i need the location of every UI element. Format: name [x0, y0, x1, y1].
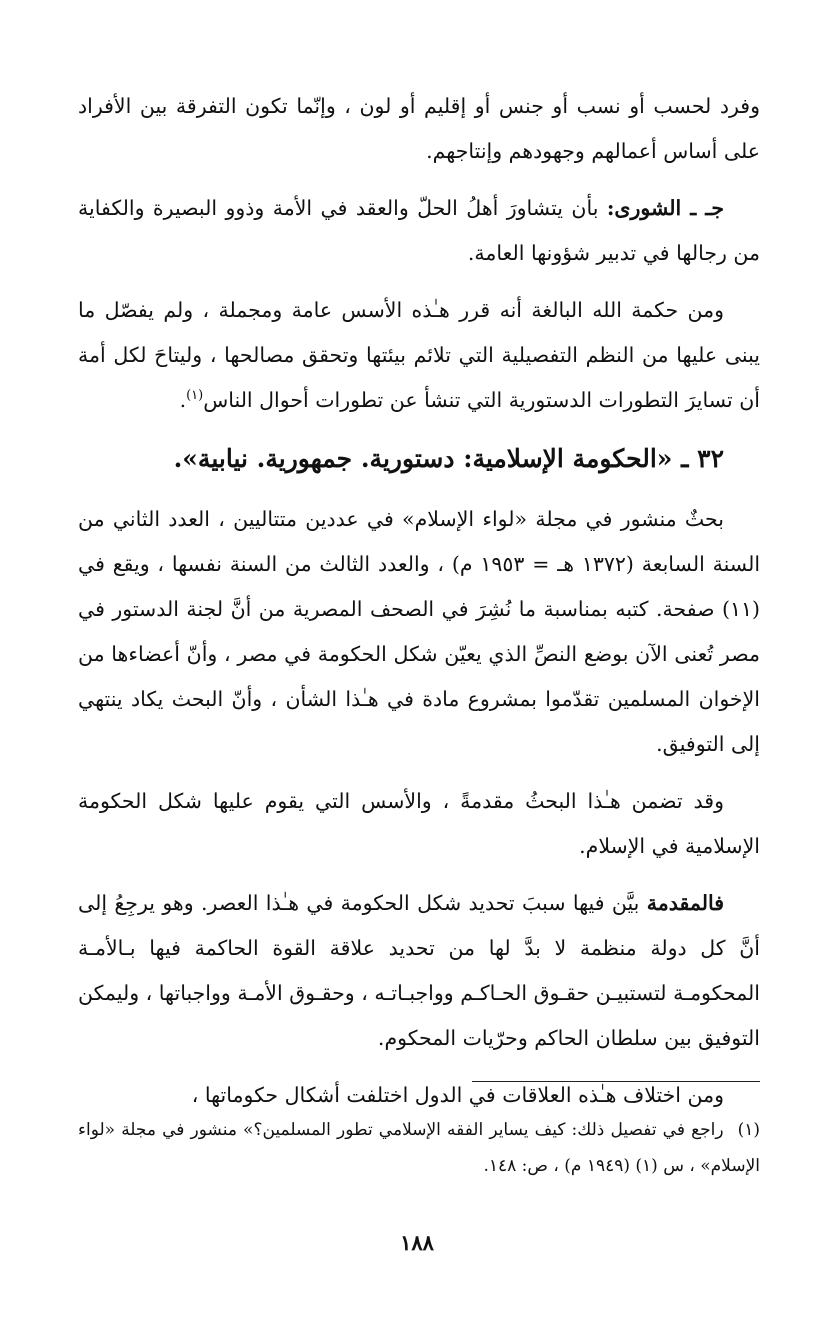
paragraph-contents-text: وقد تضمن هـٰذا البحثُ مقدمةً ، والأسس التي يقوم عليها شكل الحكومة الإسلامية في الإسلام.	[78, 789, 760, 858]
page-number: ١٨٨	[400, 1230, 434, 1255]
introduction-lead: فالمقدمة	[646, 891, 724, 915]
introduction-text: بيَّن فيها سببَ تحديد شكل الحكومة في هـٰذا العصر. وهو يرجِعُ إلى أنَّ كل دولة منظمة لا بدَّ لها من تحديد علاقة القوة الحاكمة فيها بـالأمـة المحكومـة لتستبيـن حقـوق الحـاكـم وواجبـاتـه ، وحقـوق الأمـة وواجباتها ، وليمكن التوفيق بين سلطان الحاكم وحرّيات المحكوم.	[78, 891, 760, 1050]
footnote-text: راجع في تفصيل ذلك: كيف يساير الفقه الإسلامي تطور المسلمين؟» منشور في مجلة «لواء الإسلام» ، س (١) (١٩٤٩ م) ، ص: ١٤٨.	[78, 1120, 760, 1176]
footnote-divider	[472, 1081, 760, 1082]
section-heading: ٣٢ ـ «الحكومة الإسلامية: دستورية. جمهورية. نيابية».	[173, 444, 724, 473]
shura-lead: جـ ـ الشورى:	[606, 196, 724, 220]
paragraph-wisdom	[78, 288, 760, 423]
paragraph-introduction	[78, 881, 760, 1061]
paragraph-relations-text: ومن اختلاف هـٰذه العلاقات في الدول اختلفت أشكال حكوماتها ،	[191, 1083, 724, 1107]
paragraph-article-text: بحثٌ منشور في مجلة «لواء الإسلام» في عددين متتاليين ، العدد الثاني من السنة السابعة (١٣٧٢ هـ = ١٩٥٣ م) ، والعدد الثالث من السنة نفسها ، ويقع في (١١) صفحة. كتبه بمناسبة ما نُشِرَ في الصحف المصرية من أنَّ لجنة الدستور في مصر تُعنى الآن بوضع النصِّ الذي يعيّن شكل الحكومة في مصر ، وأنّ أعضاءها من الإخوان المسلمين تقدّموا بمشروع مادة في هـٰذا الشأن ، وأنّ البحث يكاد ينتهي إلى التوفيق.	[78, 507, 761, 756]
paragraph-wisdom-end: .	[179, 388, 187, 412]
shura-text: بأن يتشاورَ أهلُ الحلّ والعقد في الأمة وذوو البصيرة والكفاية من رجالها في تدبير شؤونها العامة.	[78, 196, 760, 265]
paragraph-contents	[78, 779, 760, 869]
footnote	[78, 1112, 760, 1184]
paragraph-article	[78, 497, 760, 767]
footnote-reference[interactable]: (١)	[186, 388, 204, 404]
footnote-number: (١)	[737, 1120, 760, 1140]
paragraph-shura	[78, 186, 760, 276]
paragraph-equality-text: وفرد لحسب أو نسب أو جنس أو إقليم أو لون ، وإنّما تكون التفرقة بين الأفراد على أساس أعمالهم وجهودهم وإنتاجهم.	[78, 94, 760, 163]
paragraph-equality	[78, 84, 760, 174]
paragraph-wisdom-text: ومن حكمة الله البالغة أنه قرر هـٰذه الأسس عامة ومجملة ، ولم يفصّل ما يبنى عليها من النظم التفصيلية التي تلائم بيئتها وتحقق مصالحها ، وليتاحَ لكل أمة أن تسايرَ التطورات الدستورية التي تنشأ عن تطورات أحوال الناس	[78, 298, 760, 412]
